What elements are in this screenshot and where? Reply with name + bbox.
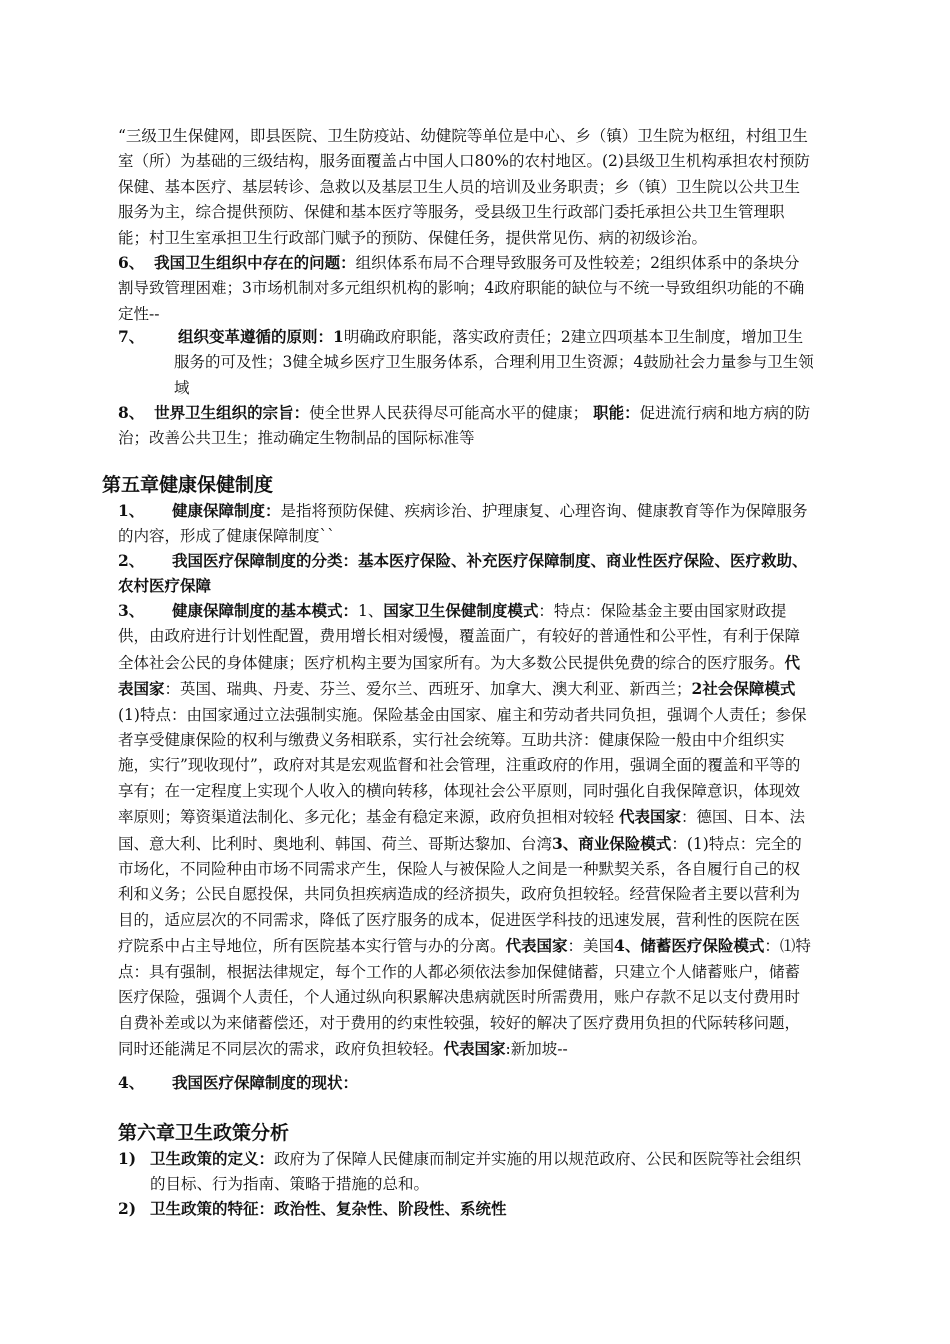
ch6-item-2-number: 2) <box>118 1199 137 1218</box>
ch6-item-2-term: 卫生政策的特征：政治性、复杂性、阶段性、系统性 <box>150 1199 507 1218</box>
item-7-term: 组织变革遵循的原则： <box>178 327 334 346</box>
ch5-item-3-term: 健康保障制度的基本模式： <box>172 601 359 620</box>
ch6-item-1 <box>150 1146 814 1198</box>
chapter-5-title: 第五章健康保健制度 <box>102 474 274 496</box>
item-7-number: 7、 <box>118 327 145 346</box>
item-8-text: 使全世界人民获得尽可能高水平的健康； <box>309 404 589 422</box>
model-1-rep-label: 代表国家 <box>118 652 801 699</box>
model-4-countries: :新加坡-- <box>505 1039 568 1058</box>
item-7 <box>174 324 814 401</box>
item-8-number: 8、 <box>118 403 145 422</box>
ch5-item-4-term: 我国医疗保障制度的现状： <box>172 1073 359 1092</box>
item-8-term2: 职能： <box>593 403 640 422</box>
model-4-rep-label: 代表国家 <box>443 1038 506 1058</box>
ch6-item-1-text: 政府为了保障人民健康而制定并实施的用以规范政府、公民和医院等社会组织的目标、行为指南、策略于措施的总和。 <box>150 1150 802 1194</box>
model-3-term: 3、商业保险模式 <box>552 833 672 853</box>
item-8-text2: 促进流行病和地方病的防治；改善公共卫生；推动确定生物制品的国际标准等 <box>118 404 811 448</box>
ch5-item-1-term: 健康保障制度： <box>172 501 281 520</box>
intro-paragraph: “三级卫生保健网，即县医院、卫生防疫站、幼健院等单位是中心、乡（镇）卫生院为枢纽，村组卫生室（所）为基础的三级结构，服务面覆盖占中国人口80%的农村地区。(2)县级卫生机构承担农村预防保健、基本医疗、基层转诊、急救以及基层卫生人员的培训及业务职责；乡（镇）卫生院以公共卫生服务为主，综合提供预防、保健和基本医疗等服务，受县级卫生行政部门委托承担公共卫生管理职能；村卫生室承担卫生行政部门赋予的预防、保健任务，提供常见伤、病的初级诊治。 <box>118 127 810 247</box>
model-4-term: 4、储蓄医疗保险模式 <box>614 936 765 956</box>
model-1-term: 国家卫生保健制度模式 <box>383 601 539 620</box>
ch5-item-3-number: 3、 <box>118 601 145 620</box>
ch5-item-2-term: 我国医疗保障制度的分类：基本医疗保险、补充医疗保障制度、商业性医疗保险、医疗救助、农村医疗保障 <box>118 551 808 596</box>
model-3-text: ：(1)特点：完全的市场化，不同险种由市场不同需求产生，保险人与被保险人之间是一种默契关系，各自履行自己的权利和义务；公民自愿投保，共同负担疾病造成的经济损失，政府负担较轻。经营保险者主要以营利为目的，适应层次的不同需求，降低了医疗服务的成本，促进医学科技的迅速发展，营利性的医院在医疗院系中占主导地位，所有医院基本实行管与办的分离。 <box>118 834 802 956</box>
ch5-item-3 <box>118 598 814 1062</box>
item-7-text: 明确政府职能，落实政府责任；2建立四项基本卫生制度，增加卫生服务的可及性；3健全城乡医疗卫生服务体系，合理利用卫生资源；4鼓励社会力量参与卫生领域 <box>174 328 814 397</box>
model-1-number: 1、 <box>358 602 384 620</box>
ch5-item-2-number: 2、 <box>118 551 145 570</box>
item-8-term: 世界卫生组织的宗旨： <box>154 403 310 422</box>
model-3-rep-label: 代表国家 <box>505 936 568 956</box>
item-6 <box>118 250 814 327</box>
model-1-text: ：特点：保险基金主要由国家财政提供，由政府进行计划性配置，费用增长相对缓慢，覆盖面广，有较好的普通性和公平性，有利于保障全体社会公民的身体健康；医疗机构主要为国家所有。为大多数公民提供免费的综合的医疗服务。 <box>118 602 801 672</box>
item-6-text: 组织体系布局不合理导致服务可及性较差；2组织体系中的条块分割导致管理困难；3市场机制对多元组织机构的影响；4政府职能的缺位与不统一导致组织功能的不确定性-- <box>118 254 805 323</box>
item-6-term: 我国卫生组织中存在的问题： <box>154 253 356 272</box>
ch5-item-1-number: 1、 <box>118 501 145 520</box>
model-3-countries: ：美国 <box>567 937 615 956</box>
model-2-term: 2社会保障模式 <box>691 679 796 699</box>
ch5-item-4-number: 4、 <box>118 1073 145 1092</box>
item-8 <box>118 400 814 452</box>
ch5-item-1-text: 是指将预防保健、疾病诊治、护理康复、心理咨询、健康教育等作为保障服务的内容，形成了健康保障制度`` <box>118 502 808 546</box>
ch6-item-1-number: 1) <box>118 1149 137 1168</box>
model-4-text: ：⑴特点：具有强制，根据法律规定，每个工作的人都必须依法参加保健储蓄，只建立个人储蓄账户，储蓄医疗保险，强调个人责任，个人通过纵向积累解决患病就医时所需费用，账户存款不足以支付费用时自费补差或以为来储蓄偿还，对于费用的约束性较强，较好的解决了医疗费用负担的代际转移问题，同时还能满足不同层次的需求，政府负担较轻。 <box>118 937 811 1058</box>
model-2-countries: ：德国、日本、法国、意大利、比利时、奥地利、韩国、荷兰、哥斯达黎加、台湾 <box>118 808 805 853</box>
chapter-6-title: 第六章卫生政策分析 <box>118 1122 290 1144</box>
model-2-rep-label: 代表国家 <box>618 807 681 827</box>
model-1-countries: ：英国、瑞典、丹麦、芬兰、爱尔兰、西班牙、加拿大、澳大利亚、新西兰； <box>164 680 692 699</box>
ch6-item-1-term: 卫生政策的定义： <box>150 1149 275 1168</box>
item-6-number: 6、 <box>118 253 145 272</box>
item-7-bold-1: 1 <box>333 327 344 346</box>
model-2-text: (1)特点：由国家通过立法强制实施。保险基金由国家、雇主和劳动者共同负担，强调个人责任；参保者享受健康保险的权利与缴费义务相联系，实行社会统筹。互助共济：健康保险一般由中介组织实施，实行”现收现付”，政府对其是宏观监督和社会管理，注重政府的作用，强调全面的覆盖和平等的享有；在一定程度上实现个人收入的横向转移，体现社会公平原则，同时强化自我保障意识，体现效率原则；筹资渠道法制化、多元化；基金有稳定来源，政府负担相对较轻 <box>118 705 807 827</box>
ch5-item-1 <box>118 498 814 550</box>
